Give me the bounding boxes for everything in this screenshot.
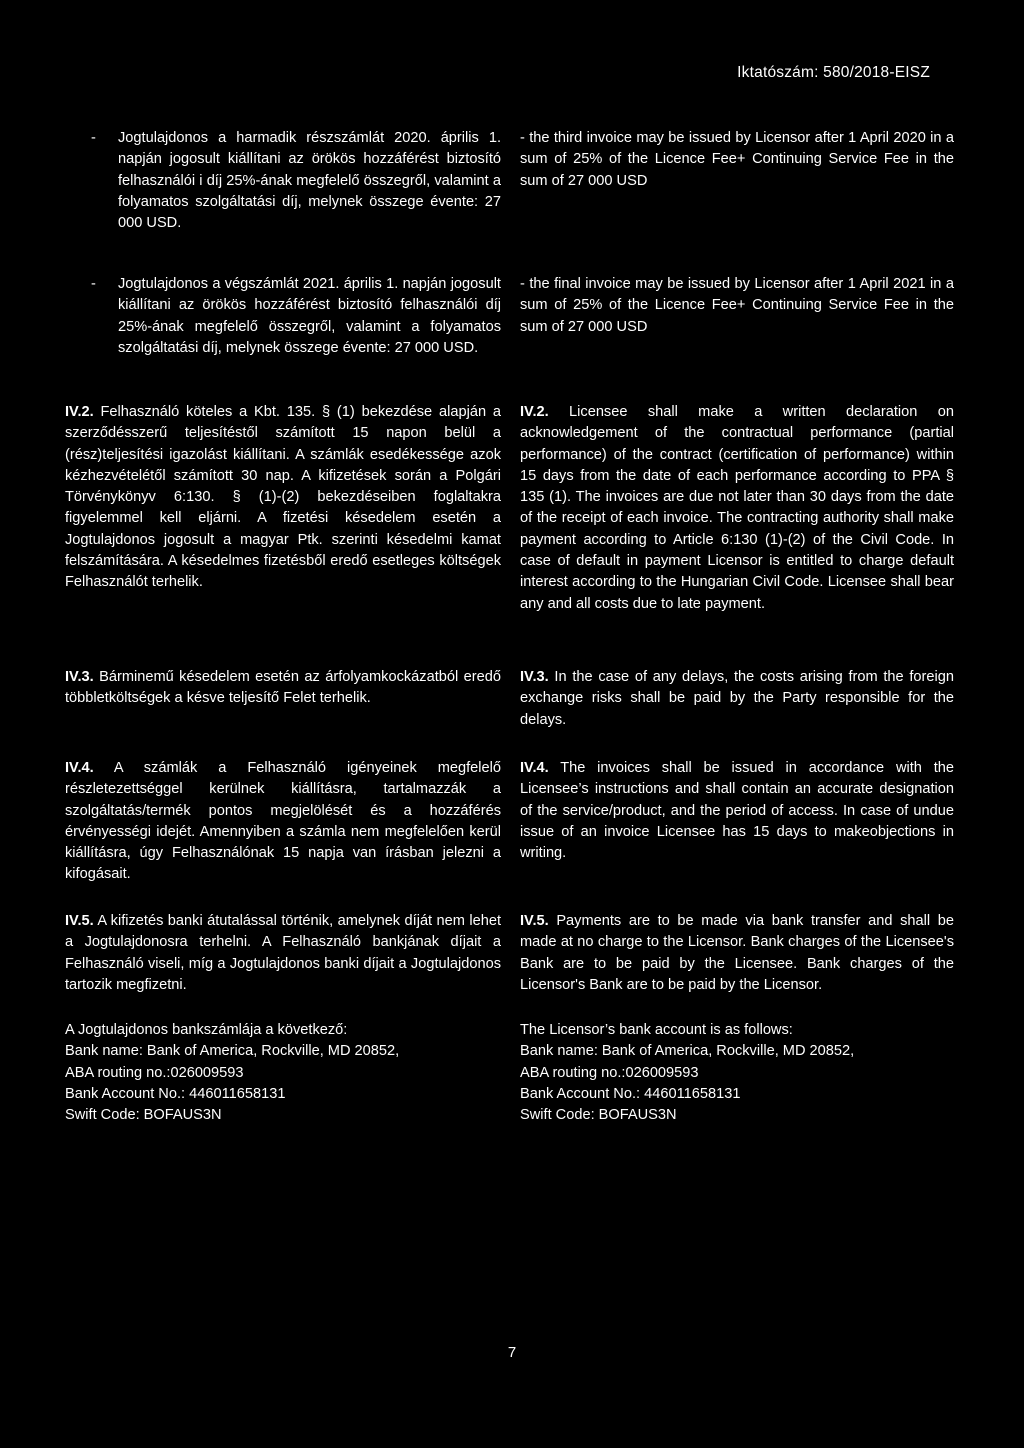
section-iv5-hu [65,911,501,996]
section-number: IV.2. [65,404,94,420]
section-number: IV.3. [65,669,94,685]
bullet-2-en [520,274,954,338]
bank-name: Bank name: Bank of America, Rockville, MD 20852, [520,1043,855,1060]
section-text-en: The invoices shall be issued in accordance with the Licensee’s instructions and shall contain an accurate designation of the service/product, and the period of access. In case of undue issue of an invoice Licensee has 15 days to makeobjections in writing. [520,760,954,862]
bullet-1-hu [91,128,501,234]
bullet-text-en: - the final invoice may be issued by Licensor after 1 April 2021 in a sum of 25% of the Licence Fee+ Continuing Service Fee in the sum of 27 000 USD [520,276,954,335]
bullet-2-hu [91,274,501,359]
bank-aba: ABA routing no.:026009593 [65,1064,244,1081]
page-number: 7 [507,1344,517,1361]
section-number: IV.5. [520,913,549,929]
bank-details-en [520,1020,954,1126]
section-text-en: In the case of any delays, the costs arising from the foreign exchange risks shall be paid by the Party responsible for the delays. [520,669,955,728]
section-iv4-en [520,758,954,864]
section-number: IV.4. [520,760,549,776]
bullet-dash: - [91,130,96,146]
bank-account: Bank Account No.: 446011658131 [520,1085,741,1102]
bullet-text-hu: Jogtulajdonos a harmadik részszámlát 2020. április 1. napján jogosult kiállítani az örökös hozzáférést biztosító felhasználói i díj 25%-ának megfelelő összegről, valamint a folyamatos szolgáltatási díj, melynek összege évente: 27 000 USD. [118,130,501,232]
section-text-en: Payments are to be made via bank transfer and shall be made at no charge to the Licensor. Bank charges of the Licensee's Bank are to be paid by the Licensee. Bank charges of the Licensor's Bank are to be paid by the Licensor. [520,913,954,993]
section-iv4-hu [65,758,501,886]
bullet-dash: - [91,276,96,292]
section-iv3-hu [65,667,501,710]
section-number: IV.4. [65,760,94,776]
bullet-1-en [520,128,954,192]
bank-details-hu [65,1020,501,1126]
section-text-en: Licensee shall make a written declaration on acknowledgement of the contractual performance (partial performance) of the contract (certification of performance) within 15 days from the date of each performance according to PPA § 135 (1). The invoices are due not later than 30 days from the date of the receipt of each invoice. The contracting authority shall make payment according to Article 6:130 (1)-(2) of the Civil Code. In case of default in payment Licensor is entitled to charge default interest according to the Hungarian Civil Code. Licensee shall bear any and all costs due to late payment. [520,404,954,612]
section-text-hu: A számlák a Felhasználó igényeinek megfelelő részletezettséggel kerülnek kiállításra, tartalmazzák a szolgáltatás/termék pontos megjelölését és a hozzáférés érvényességi idejét. Amennyiben a számla nem megfelelően kerül kiállításra, úgy Felhasználónak 15 napja van írásban jelezni a kifogásait. [65,760,502,883]
bank-intro: The Licensor’s bank account is as follows: [520,1022,793,1038]
bank-swift: Swift Code: BOFAUS3N [520,1107,677,1124]
section-iv3-en [520,667,954,731]
bank-name: Bank name: Bank of America, Rockville, MD 20852, [65,1043,400,1060]
bullet-text-hu: Jogtulajdonos a végszámlát 2021. április 1. napján jogosult kiállítani az örökös hozzáférést biztosító felhasználói díj 25%-ának megfelelő összegről, valamint a folyamatos szolgáltatási díj, melynek összege évente: 27 000 USD. [118,276,501,356]
bank-aba: ABA routing no.:026009593 [520,1064,699,1081]
bullet-text-en: - the third invoice may be issued by Licensor after 1 April 2020 in a sum of 25% of the Licence Fee+ Continuing Service Fee in the sum of 27 000 USD [520,130,954,189]
section-number: IV.3. [520,669,549,685]
section-iv5-en [520,911,954,996]
section-iv2-hu [65,402,501,594]
bank-intro: A Jogtulajdonos bankszámlája a következő: [65,1022,348,1038]
bank-swift: Swift Code: BOFAUS3N [65,1107,222,1124]
bank-account: Bank Account No.: 446011658131 [65,1085,286,1102]
section-iv2-en [520,402,954,615]
section-text-hu: A kifizetés banki átutalással történik, amelynek díját nem lehet a Jogtulajdonosra terhelni. A Felhasználó bankjának díjait a Felhasználó viseli, míg a Jogtulajdonos banki díjait a Jogtulajdonos tartozik megfizetni. [65,913,502,993]
section-number: IV.2. [520,404,549,420]
section-text-hu: Felhasználó köteles a Kbt. 135. § (1) bekezdése alapján a szerződésszerű teljesítéstől számított 15 napon belül a (rész)teljesítési igazolást kiállítani. A számlák esedékessége azok kézhezvételétől számított 30 nap. A kifizetések során a Polgári Törvénykönyv 6:130. § (1)-(2) bekezdéseiben foglaltakra figyelemmel kell eljárni. A fizetési késedelem esetén a Jogtulajdonos jogosult a magyar Ptk. szerinti késedelmi kamat felszámítására. A késedelmes fizetésből eredő esetleges költségek Felhasználót terhelik. [65,404,501,591]
section-number: IV.5. [65,913,94,929]
filing-number: Iktatószám: 580/2018-EISZ [737,64,930,81]
section-text-hu: Bárminemű késedelem esetén az árfolyamkockázatból eredő többletköltségek a késve teljesítő Felet terhelik. [65,669,501,707]
